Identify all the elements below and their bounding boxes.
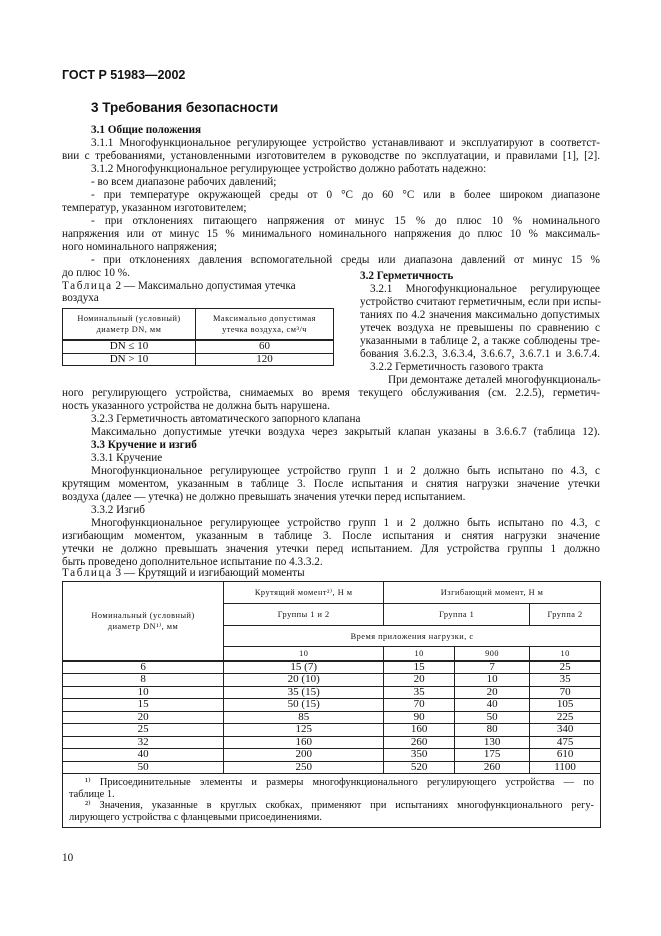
table3-cell: 15 (7) <box>224 661 384 674</box>
table3-caption-word: Таблица <box>62 567 113 579</box>
paragraph-3-3-2-heading: 3.3.2 Изгиб <box>91 504 145 516</box>
paragraph-3-3-2-line2: изгибающим моментом, указанным в таблице 3. После испытания и снятия нагрузки значение <box>62 530 600 542</box>
table3-time-torque: 10 <box>224 647 384 661</box>
table3-cell: 260 <box>455 761 530 774</box>
paragraph-3-3-1-line1: Многофункциональное регулирующее устройство групп 1 и 2 должно быть испытано по 4.3, с <box>91 465 600 477</box>
bullet-2-line2: температур, указанном изготовителем; <box>62 202 247 214</box>
table3-cell: 260 <box>384 736 455 749</box>
table3-cell: 105 <box>530 699 601 712</box>
bullet-3-line3: ного номинального напряжения; <box>62 241 218 253</box>
table3-cell: 225 <box>530 711 601 724</box>
table3-cell: 15 <box>63 699 224 712</box>
table3-time-group2: 10 <box>530 647 601 661</box>
paragraph-3-3-1-heading: 3.3.1 Кручение <box>91 452 163 464</box>
section-heading: 3 Требования безопасности <box>91 100 279 115</box>
table3-footnotes <box>63 774 601 828</box>
table2-header-leak <box>196 309 334 341</box>
paragraph-3-2-3: Максимально допустимые утечки воздуха через закрытый клапан указаны в 3.6.6.7 (таблица 12). <box>91 426 600 438</box>
paragraph-3-2-1-line3: таниях по 4.2 значения максимально допустимых <box>360 309 600 321</box>
paragraph-3-2-1-line1: 3.2.1 Многофункциональное регулирующее <box>370 283 600 295</box>
paragraph-3-2-2-line2: ного регулирующего устройства, снимаемых во время текущего обслуживания (см. 2.2.5), герметич- <box>62 387 600 399</box>
paragraph-3-3-2-line3: утечки не должно превышать значения утечки перед испытанием. Для устройства группы 1 должно <box>62 543 600 555</box>
table3 <box>62 581 601 828</box>
paragraph-3-3-2-line4: быть проведено дополнительное испытание по 4.3.3.2. <box>62 556 323 568</box>
table2-header-dn-line2: диаметр DN, мм <box>96 325 162 334</box>
table3-footnote-1-line2: таблице 1. <box>69 788 115 800</box>
subsection-heading-3-1: 3.1 Общие положения <box>91 124 202 136</box>
table3-cell: 15 <box>384 661 455 674</box>
table-row <box>63 724 601 737</box>
table2-cell-leak: 120 <box>196 353 334 366</box>
table3-cell: 50 <box>455 711 530 724</box>
table3-cell: 85 <box>224 711 384 724</box>
table2-caption-line2: воздуха <box>62 292 99 304</box>
table2-header-dn <box>63 309 196 341</box>
table3-cell: 40 <box>63 749 224 762</box>
table3-cell: 10 <box>455 674 530 687</box>
table-row <box>63 711 601 724</box>
table3-cell: 35 <box>384 686 455 699</box>
table3-cell: 175 <box>455 749 530 762</box>
paragraph-3-3-1-line2: крутящим моментом, указанным в таблице 3. После испытания и снятия нагрузки значение утечки <box>62 478 600 490</box>
table3-cell: 70 <box>384 699 455 712</box>
table-row <box>63 749 601 762</box>
table3-cell: 1100 <box>530 761 601 774</box>
table3-cell: 520 <box>384 761 455 774</box>
table3-header-group2: Группа 2 <box>530 604 601 626</box>
bullet-3-line1: - при отклонениях питающего напряжения от минус 15 % до плюс 10 % номинального <box>91 215 600 227</box>
table-row <box>63 674 601 687</box>
table3-cell: 50 <box>63 761 224 774</box>
table2-cell-dn: DN > 10 <box>63 353 196 366</box>
paragraph-3-2-1-line6: бования 3.6.2.3, 3.6.3.4, 3.6.6.7, 3.6.7.1 и 3.6.7.4. <box>360 348 600 360</box>
table3-caption <box>62 567 305 580</box>
bullet-4-line1: - при отклонениях давления вспомогательной среды или диапазона давлений от минус 15 % <box>91 254 600 266</box>
table2-header-dn-line1: Номинальный (условный) <box>77 314 181 323</box>
paragraph-3-2-2-line3: ность указанного устройства не должна быть нарушена. <box>62 400 330 412</box>
table3-header-time: Время приложения нагрузки, с <box>224 626 601 647</box>
table3-cell: 250 <box>224 761 384 774</box>
table-row <box>63 699 601 712</box>
table2-header-leak-line1: Максимально допустимая <box>213 314 316 323</box>
table3-cell: 20 <box>63 711 224 724</box>
document-header: ГОСТ Р 51983—2002 <box>62 68 186 82</box>
table3-footnote-1-line1: ¹⁾ Присоединительные элементы и размеры многофункционального регулирующего устройства — по <box>85 777 594 788</box>
table3-footnote-2-line1: ²⁾ Значения, указанные в круглых скобках, применяют при испытаниях многофункционального регу- <box>85 800 594 811</box>
paragraph-3-3-1-line3: воздуха (далее — утечка) не должно превышать значения утечки перед испытанием. <box>62 491 466 503</box>
table3-cell: 50 (15) <box>224 699 384 712</box>
table2-caption-rest: 2 — Максимально допустимая утечка <box>112 280 296 292</box>
table3-time-group1-a: 10 <box>384 647 455 661</box>
table2-cell-dn: DN ≤ 10 <box>63 340 196 353</box>
table3-header-dn-line1: Номинальный (условный) <box>91 610 195 620</box>
table3-cell: 35 <box>530 674 601 687</box>
table2 <box>62 308 334 366</box>
table3-cell: 125 <box>224 724 384 737</box>
page-number: 10 <box>62 852 74 864</box>
table3-cell: 8 <box>63 674 224 687</box>
table3-header-dn <box>63 582 224 661</box>
paragraph-3-1-1-line2: вии с требованиями, установленными изготовителем в руководстве по эксплуатации, и правилами [1], [2]. <box>62 150 600 162</box>
bullet-1: - во всем диапазоне рабочих давлений; <box>91 176 277 188</box>
table3-cell: 32 <box>63 736 224 749</box>
paragraph-3-3-2-line1: Многофункциональное регулирующее устройство групп 1 и 2 должно быть испытано по 4.3, с <box>91 517 600 529</box>
table3-footnote-2-line2: лирующего устройства с фланцевыми присоединениями. <box>69 811 322 823</box>
table3-cell: 90 <box>384 711 455 724</box>
table3-cell: 160 <box>224 736 384 749</box>
table3-body <box>63 661 601 774</box>
table3-header-bend: Изгибающий момент, Н м <box>384 582 601 604</box>
paragraph-3-1-1-line1: 3.1.1 Многофункциональное регулирующее устройство устанавливают и эксплуатируют в соответст- <box>91 137 600 149</box>
table3-header-dn-line2: диаметр DN¹⁾, мм <box>107 621 179 631</box>
table3-cell: 25 <box>63 724 224 737</box>
table3-cell: 10 <box>63 686 224 699</box>
table3-time-group1-b: 900 <box>455 647 530 661</box>
table3-cell: 160 <box>384 724 455 737</box>
table3-cell: 20 <box>455 686 530 699</box>
table3-cell: 350 <box>384 749 455 762</box>
bullet-3-line2: напряжения или от минус 15 % минимального номинального напряжения до плюс 10 % максималь- <box>62 228 600 240</box>
table2-caption-word: Таблица <box>62 280 113 292</box>
table-row <box>63 661 601 674</box>
table3-cell: 610 <box>530 749 601 762</box>
subsection-heading-3-2: 3.2 Герметичность <box>360 270 454 282</box>
table-row <box>63 736 601 749</box>
table3-header-group1: Группа 1 <box>384 604 530 626</box>
table3-cell: 25 <box>530 661 601 674</box>
table3-cell: 35 (15) <box>224 686 384 699</box>
paragraph-3-2-2-heading: 3.2.2 Герметичность газового тракта <box>370 361 544 373</box>
table3-cell: 475 <box>530 736 601 749</box>
table3-cell: 340 <box>530 724 601 737</box>
table3-cell: 7 <box>455 661 530 674</box>
paragraph-3-2-1-line4: утечек воздуха не превышены по сравнению с <box>360 322 600 334</box>
paragraph-3-2-3-heading: 3.2.3 Герметичность автоматического запорного клапана <box>91 413 361 425</box>
table3-cell: 80 <box>455 724 530 737</box>
table3-header-groups12: Группы 1 и 2 <box>224 604 384 626</box>
table3-cell: 130 <box>455 736 530 749</box>
bullet-4-line2: до плюс 10 %. <box>62 267 130 279</box>
table2-cell-leak: 60 <box>196 340 334 353</box>
table-row <box>63 761 601 774</box>
table3-cell: 20 (10) <box>224 674 384 687</box>
table3-caption-rest: 3 — Крутящий и изгибающий моменты <box>112 567 305 579</box>
table3-cell: 40 <box>455 699 530 712</box>
paragraph-3-2-2-line1: При демонтаже деталей многофункциональ- <box>388 374 601 386</box>
table3-cell: 70 <box>530 686 601 699</box>
table2-header-leak-line2: утечка воздуха, см³/ч <box>222 325 307 334</box>
table3-header-torque: Крутящий момент²⁾, Н м <box>224 582 384 604</box>
table3-cell: 20 <box>384 674 455 687</box>
paragraph-3-2-1-line2: устройство считают герметичным, если при испы- <box>360 296 602 308</box>
table3-cell: 6 <box>63 661 224 674</box>
paragraph-3-2-1-line5: указанными в таблице 2, а также соблюдены тре- <box>360 335 600 347</box>
subsection-heading-3-3: 3.3 Кручение и изгиб <box>91 439 197 451</box>
table3-cell: 200 <box>224 749 384 762</box>
table-row <box>63 686 601 699</box>
paragraph-3-1-2: 3.1.2 Многофункциональное регулирующее устройство должно работать надежно: <box>91 163 487 175</box>
bullet-2-line1: - при температуре окружающей среды от 0 °С до 60 °С или в более широком диапазоне <box>91 189 600 201</box>
